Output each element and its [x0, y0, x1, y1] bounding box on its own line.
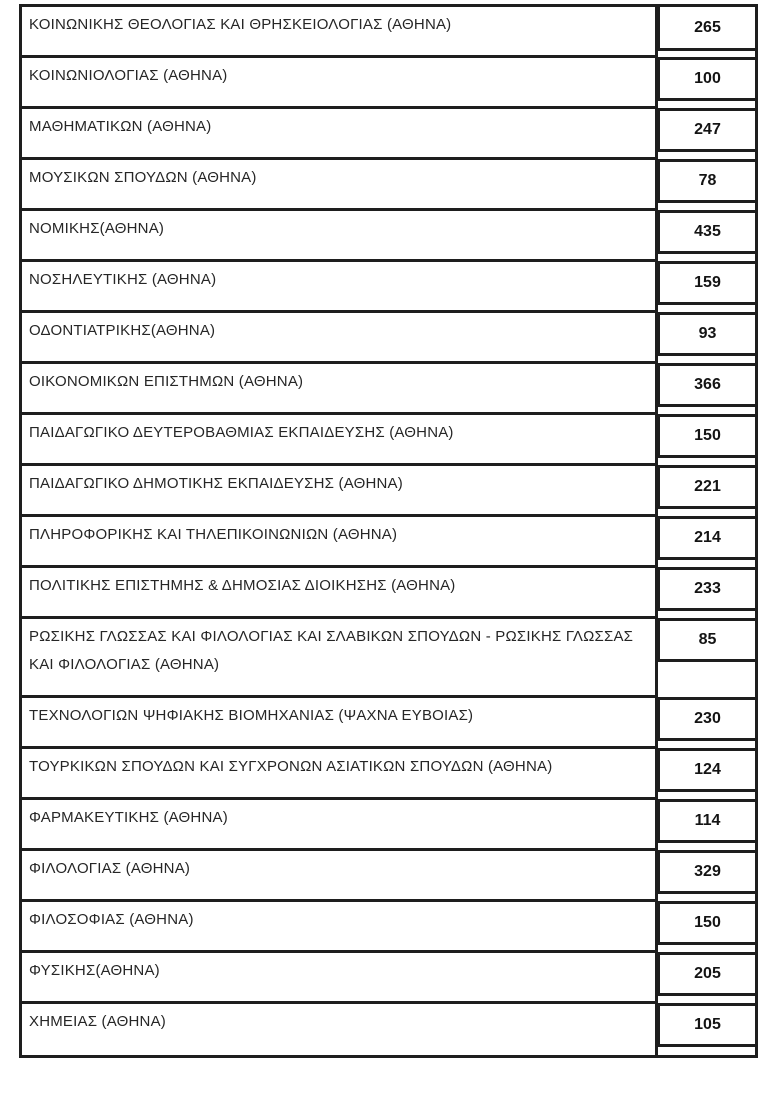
count-box: 214 — [658, 516, 755, 560]
count-cell — [658, 313, 755, 364]
table-row — [22, 109, 755, 160]
count-box: 247 — [658, 108, 755, 152]
department-name-cell: ΤΕΧΝΟΛΟΓΙΩΝ ΨΗΦΙΑΚΗΣ ΒΙΟΜΗΧΑΝΙΑΣ (ΨΑΧΝΑ ΕΥΒΟΙΑΣ) — [22, 698, 658, 749]
departments-table — [19, 4, 758, 1058]
count-cell — [658, 262, 755, 313]
table-row — [22, 415, 755, 466]
count-cell — [658, 749, 755, 800]
table-row — [22, 619, 755, 698]
count-spacer — [658, 1047, 755, 1055]
department-name-cell: ΚΟΙΝΩΝΙΚΗΣ ΘΕΟΛΟΓΙΑΣ ΚΑΙ ΘΡΗΣΚΕΙΟΛΟΓΙΑΣ (ΑΘΗΝΑ) — [22, 7, 658, 58]
department-name-cell: ΦΑΡΜΑΚΕΥΤΙΚΗΣ (ΑΘΗΝΑ) — [22, 800, 658, 851]
count-cell — [658, 800, 755, 851]
table-row — [22, 466, 755, 517]
count-box: 93 — [658, 312, 755, 356]
table-row — [22, 953, 755, 1004]
department-name-cell: ΝΟΣΗΛΕΥΤΙΚΗΣ (ΑΘΗΝΑ) — [22, 262, 658, 313]
count-cell — [658, 415, 755, 466]
count-box: 435 — [658, 210, 755, 254]
count-box: 114 — [658, 799, 755, 843]
count-box: 205 — [658, 952, 755, 996]
table-row — [22, 364, 755, 415]
count-box: 150 — [658, 901, 755, 945]
count-box: 221 — [658, 465, 755, 509]
count-box: 366 — [658, 363, 755, 407]
count-cell — [658, 7, 755, 58]
table-row — [22, 517, 755, 568]
table-row — [22, 211, 755, 262]
table-row — [22, 902, 755, 953]
department-name-cell: ΤΟΥΡΚΙΚΩΝ ΣΠΟΥΔΩΝ ΚΑΙ ΣΥΓΧΡΟΝΩΝ ΑΣΙΑΤΙΚΩΝ ΣΠΟΥΔΩΝ (ΑΘΗΝΑ) — [22, 749, 658, 800]
count-box: 329 — [658, 850, 755, 894]
count-box: 100 — [658, 57, 755, 101]
count-box: 150 — [658, 414, 755, 458]
count-box: 124 — [658, 748, 755, 792]
table-row — [22, 7, 755, 58]
count-cell — [658, 211, 755, 262]
count-cell — [658, 953, 755, 1004]
count-cell — [658, 160, 755, 211]
count-box: 230 — [658, 697, 755, 741]
department-name-cell: ΠΟΛΙΤΙΚΗΣ ΕΠΙΣΤΗΜΗΣ & ΔΗΜΟΣΙΑΣ ΔΙΟΙΚΗΣΗΣ (ΑΘΗΝΑ) — [22, 568, 658, 619]
count-cell — [658, 698, 755, 749]
department-name-cell: ΦΙΛΟΛΟΓΙΑΣ (ΑΘΗΝΑ) — [22, 851, 658, 902]
table-row — [22, 851, 755, 902]
department-name-cell: ΠΑΙΔΑΓΩΓΙΚΟ ΔΗΜΟΤΙΚΗΣ ΕΚΠΑΙΔΕΥΣΗΣ (ΑΘΗΝΑ) — [22, 466, 658, 517]
table-row — [22, 313, 755, 364]
department-name-cell: ΜΟΥΣΙΚΩΝ ΣΠΟΥΔΩΝ (ΑΘΗΝΑ) — [22, 160, 658, 211]
count-box: 105 — [658, 1003, 755, 1047]
table-row — [22, 568, 755, 619]
count-cell — [658, 1004, 755, 1055]
department-name-cell: ΧΗΜΕΙΑΣ (ΑΘΗΝΑ) — [22, 1004, 658, 1055]
department-name-cell: ΟΙΚΟΝΟΜΙΚΩΝ ΕΠΙΣΤΗΜΩΝ (ΑΘΗΝΑ) — [22, 364, 658, 415]
department-name-cell: ΚΟΙΝΩΝΙΟΛΟΓΙΑΣ (ΑΘΗΝΑ) — [22, 58, 658, 109]
department-name-cell: ΠΛΗΡΟΦΟΡΙΚΗΣ ΚΑΙ ΤΗΛΕΠΙΚΟΙΝΩΝΙΩΝ (ΑΘΗΝΑ) — [22, 517, 658, 568]
count-cell — [658, 568, 755, 619]
table-row — [22, 800, 755, 851]
table-row — [22, 262, 755, 313]
count-cell — [658, 619, 755, 698]
count-cell — [658, 364, 755, 415]
count-box: 85 — [658, 618, 755, 662]
table-row — [22, 58, 755, 109]
count-box: 233 — [658, 567, 755, 611]
table-row — [22, 1004, 755, 1055]
count-spacer — [658, 662, 755, 698]
department-name-cell: ΦΙΛΟΣΟΦΙΑΣ (ΑΘΗΝΑ) — [22, 902, 658, 953]
count-box: 265 — [658, 7, 755, 51]
table-row — [22, 749, 755, 800]
count-cell — [658, 109, 755, 160]
table-row — [22, 698, 755, 749]
department-name-cell: ΡΩΣΙΚΗΣ ΓΛΩΣΣΑΣ ΚΑΙ ΦΙΛΟΛΟΓΙΑΣ ΚΑΙ ΣΛΑΒΙΚΩΝ ΣΠΟΥΔΩΝ - ΡΩΣΙΚΗΣ ΓΛΩΣΣΑΣ ΚΑΙ ΦΙΛΟΛΟΓΙΑΣ (ΑΘΗΝΑ) — [22, 619, 658, 698]
department-name-cell: ΟΔΟΝΤΙΑΤΡΙΚΗΣ(ΑΘΗΝΑ) — [22, 313, 658, 364]
count-box: 78 — [658, 159, 755, 203]
count-cell — [658, 902, 755, 953]
count-cell — [658, 58, 755, 109]
count-cell — [658, 466, 755, 517]
count-cell — [658, 517, 755, 568]
count-cell — [658, 851, 755, 902]
department-name-cell: ΠΑΙΔΑΓΩΓΙΚΟ ΔΕΥΤΕΡΟΒΑΘΜΙΑΣ ΕΚΠΑΙΔΕΥΣΗΣ (ΑΘΗΝΑ) — [22, 415, 658, 466]
count-box: 159 — [658, 261, 755, 305]
department-name-cell: ΦΥΣΙΚΗΣ(ΑΘΗΝΑ) — [22, 953, 658, 1004]
table-row — [22, 160, 755, 211]
department-name-cell: ΝΟΜΙΚΗΣ(ΑΘΗΝΑ) — [22, 211, 658, 262]
department-name-cell: ΜΑΘΗΜΑΤΙΚΩΝ (ΑΘΗΝΑ) — [22, 109, 658, 160]
